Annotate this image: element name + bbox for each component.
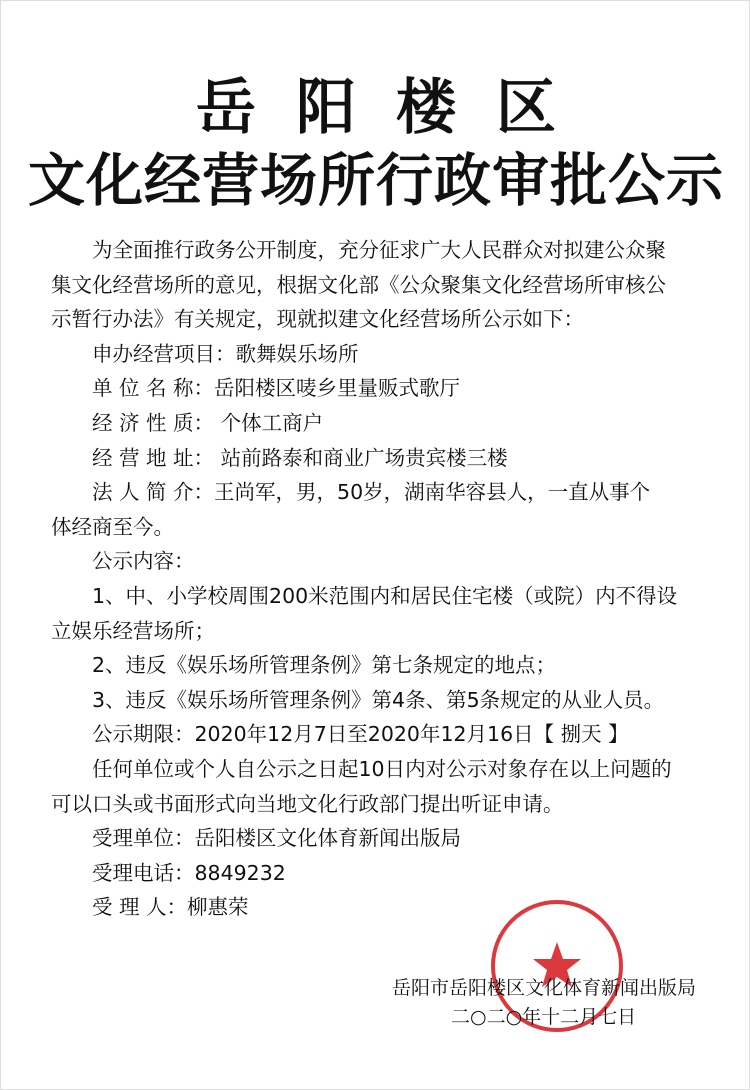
notice-period: 公示期限：2020年12月7日至2020年12月16日【 捌天 】 — [92, 722, 629, 747]
signature-org: 岳阳市岳阳楼区文化体育新闻出版局 — [392, 977, 697, 999]
field-unit-name: 单 位 名 称：岳阳楼区唛乡里量贩式歌厅 — [92, 376, 461, 401]
contact-person: 受 理 人：柳惠荣 — [92, 895, 249, 920]
title-district: 岳阳楼区 — [196, 73, 596, 143]
field-address: 经 营 地 址： 站前路泰和商业广场贵宾楼三楼 — [92, 445, 508, 470]
objection-line-1: 任何单位或个人自公示之日起10日内对公示对象存在以上问题的 — [92, 756, 672, 781]
field-legal-person-1: 法 人 简 介：王尚军，男，50岁，湖南华容县人，一直从事个 — [92, 480, 651, 505]
notice-item-2: 2、违反《娱乐场所管理条例》第七条规定的地点； — [92, 653, 557, 678]
intro-line-3: 示暂行办法》有关规定，现就拟建文化经营场所公示如下： — [51, 307, 584, 332]
title-notice: 文化经营场所行政审批公示 — [28, 147, 724, 214]
notice-item-1b: 立娱乐经营场所； — [51, 618, 215, 643]
field-project: 申办经营项目：歌舞娱乐场所 — [92, 341, 359, 366]
notice-heading: 公示内容： — [92, 549, 195, 574]
intro-line-2: 集文化经营场所的意见，根据文化部《公众聚集文化经营场所审核公 — [51, 272, 666, 297]
field-legal-person-2: 体经商至今。 — [51, 514, 174, 539]
signature-date: 二○二○年十二月七日 — [451, 1006, 637, 1028]
contact-unit: 受理单位：岳阳楼区文化体育新闻出版局 — [92, 826, 461, 851]
notice-body — [51, 233, 701, 925]
intro-line-1: 为全面推行政务公开制度，充分征求广大人民群众对拟建公众聚 — [92, 238, 666, 262]
objection-line-2: 可以口头或书面形式向当地文化行政部门提出听证申请。 — [51, 791, 564, 816]
field-economic-nature: 经 济 性 质： 个体工商户 — [92, 410, 324, 435]
contact-phone: 受理电话：8849232 — [92, 860, 286, 885]
notice-item-3: 3、违反《娱乐场所管理条例》第4条、第5条规定的从业人员。 — [92, 687, 665, 712]
notice-item-1a: 1、中、小学校周围200米范围内和居民住宅楼（或院）内不得设 — [92, 583, 678, 608]
